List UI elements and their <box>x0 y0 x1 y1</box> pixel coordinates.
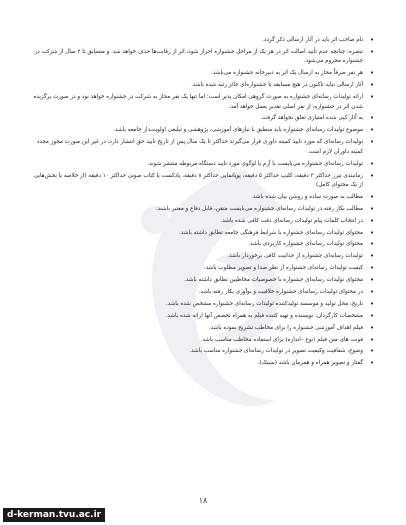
bullet-icon: • <box>369 216 374 225</box>
item-text: محتوای تولیدات رسانه‌ای جشنواره کاربردی باشد. <box>248 241 363 248</box>
bullet-icon: • <box>369 276 374 285</box>
list-item <box>28 193 374 203</box>
bullet-icon: • <box>369 81 374 90</box>
bullet-icon: • <box>369 252 374 261</box>
list-item <box>28 264 374 274</box>
list-item <box>28 205 374 215</box>
item-text: هر نفر صرفاً مجاز به ارسال یک اثر به دبیرخانه جشنواره می‌باشد. <box>211 70 363 77</box>
bullet-icon: • <box>369 288 374 297</box>
list-item <box>28 276 374 286</box>
item-text: به آثار کپی شده امتیازی تعلق نخواهد گرفت. <box>260 115 363 122</box>
list-item <box>28 126 374 136</box>
item-text: در محتوای تولیدات رسانه‌ای جشنواره خلاقیت و نوآوری بکار رفته باشد. <box>198 289 363 296</box>
list-item <box>28 312 374 322</box>
item-text: تبصره: چنانچه عدم تأیید اصالت اثر در هر یک از مراحل جشنواره احراز شود، اثر از رقابت‌ها حذف خواهد شد. و متسابق تا ۲ سال از شرکت در جشنواره محروم می‌شود. <box>34 48 363 65</box>
list-item <box>28 336 374 346</box>
item-text: تاریخ، محل تولید و موسسه تولیدکننده تولیدات رسانه‌ای جشنواره مشخص شده باشد. <box>165 300 363 307</box>
bullet-icon: • <box>369 171 374 180</box>
list-item <box>28 36 374 46</box>
item-text: موضوع تولیدات رسانه‌ای جشنواره باید منطبق با نیازهای آموزشی، پژوهشی و تبلیغی اولویت‌دار جامعه باشد. <box>113 127 363 134</box>
item-text: آثار ارسالی نباید تاکنون در هیچ مسابقه یا جشنواره‌ای حائز رتبه شده باشد. <box>191 82 363 89</box>
bullet-icon: • <box>369 69 374 78</box>
item-text: مطالب به صورت ساده و روشن بیان شده باشد. <box>250 193 363 200</box>
list-item <box>28 69 374 79</box>
list-item <box>28 48 374 67</box>
item-text: کیفیت تولیدات رسانه‌ای جشنواره از نظر صدا و تصویر مطلوب باشد. <box>203 265 363 272</box>
footer-brand-link[interactable]: d-kerman.tvu.ac.ir <box>3 508 105 522</box>
list-item <box>28 300 374 310</box>
item-text: تولیدات رسانه‌ای جشنواره می‌بایست با آرم یا لوگوی مورد تایید دستگاه مربوطه منتشر شوند. <box>147 160 363 167</box>
list-item <box>28 81 374 91</box>
list-item <box>28 114 374 124</box>
item-text: محتوای تولیدات رسانه‌ای جشنواره با خصوصیات مخاطبین تطابق داشته باشد. <box>184 277 363 284</box>
item-text: محتوای تولیدات رسانه‌ای جشنواره با شرایط فرهنگی جامعه تطابق داشته باشد. <box>179 229 363 236</box>
list-item <box>28 324 374 334</box>
list-item <box>28 288 374 298</box>
list-item <box>28 138 374 157</box>
item-text: فونت های متن فیلم (نوع –اندازه) برای استفاده مخاطب مناسب باشد. <box>200 336 363 343</box>
list-item <box>28 172 374 191</box>
bullet-icon: • <box>369 47 374 56</box>
bullet-icon: • <box>369 204 374 213</box>
item-text: ارائه تولیدات رسانه‌ای جشنواره به صورت گروهی امکان پذیر است؛ اما تنها یک نفر مجاز به شرکت در جشنواره خواهد بود و در صورت برگزیده شدن اثر در جشنواره، از نفر اصلی تقدیر بعمل خواهد آمد. <box>33 94 363 110</box>
list-item <box>28 229 374 239</box>
item-text: مطالب بکار رفته در تولیدات رسانه‌ای جشنواره می‌بایست متقن، قابل دفاع و معتبر باشند. <box>155 205 363 212</box>
list-item <box>28 347 374 357</box>
bullet-icon: • <box>369 138 374 147</box>
bullet-icon: • <box>369 93 374 102</box>
list-item <box>28 359 374 369</box>
bullet-icon: • <box>369 347 374 356</box>
bullet-icon: • <box>369 192 374 201</box>
item-text: تولیدات رسانه‌ای جشنواره از جذابیت کافی برخوردار باشد. <box>227 253 363 260</box>
bullet-icon: • <box>369 299 374 308</box>
list-item <box>28 160 374 170</box>
item-text: فیلم اهداف آموزشی جشنواره را برای مخاطب تشریح نموده باشد. <box>208 324 363 331</box>
bullet-icon: • <box>369 311 374 320</box>
requirements-list <box>28 36 374 371</box>
bullet-icon: • <box>369 114 374 123</box>
page-number: ۱۸ <box>198 496 208 505</box>
list-item <box>28 252 374 262</box>
bullet-icon: • <box>369 159 374 168</box>
bullet-icon: • <box>369 126 374 135</box>
item-text: زمانبندی تیزر حداکثر ۳ دقیقه، کلیپ حداکثر ۵ دقیقه، پویانمایی حداکثر ۸ دقیقه، پادکست یا کتاب صوتی حداکثر ۱۰ دقیقه (از خلاصه یا بخش‌هایی از یک محتوای کامل) <box>33 172 363 189</box>
bullet-icon: • <box>369 335 374 344</box>
list-item <box>28 93 374 112</box>
item-text: در انتخاب کلمات پیام تولیدات رسانه‌ای دقت کافی شده باشد. <box>220 217 363 224</box>
item-text: گفتار و تصویر همراه و همزمان باشد (سینک). <box>257 360 363 367</box>
bullet-icon: • <box>369 264 374 273</box>
bullet-icon: • <box>369 323 374 332</box>
item-text: نام صاحب اثر باید در آثار ارسالی ذکر گردد. <box>262 37 363 43</box>
item-text: تولیدات رسانه‌ای که مورد تایید کمیته داوری قرار می‌گیرند حداکثر تا یک سال پس از تاریخ تایید حق انتشار دارد، در غیر این صورت مجوز مجدد کمیته داوران لازم است. <box>36 139 363 155</box>
item-text: وضوح، شفافیت وکیفیت تصویر در تولیدات رسانه‌ای جشنواره مناسب باشد. <box>189 348 363 355</box>
bullet-icon: • <box>369 359 374 368</box>
bullet-icon: • <box>369 36 374 44</box>
list-item <box>28 240 374 250</box>
bullet-icon: • <box>369 228 374 237</box>
item-text: مشخصات کارگردان، نویسنده و تهیه کننده فیلم به همراه تخصص آنها ارائه شده باشد. <box>165 312 363 319</box>
bullet-icon: • <box>369 240 374 249</box>
list-item <box>28 217 374 227</box>
